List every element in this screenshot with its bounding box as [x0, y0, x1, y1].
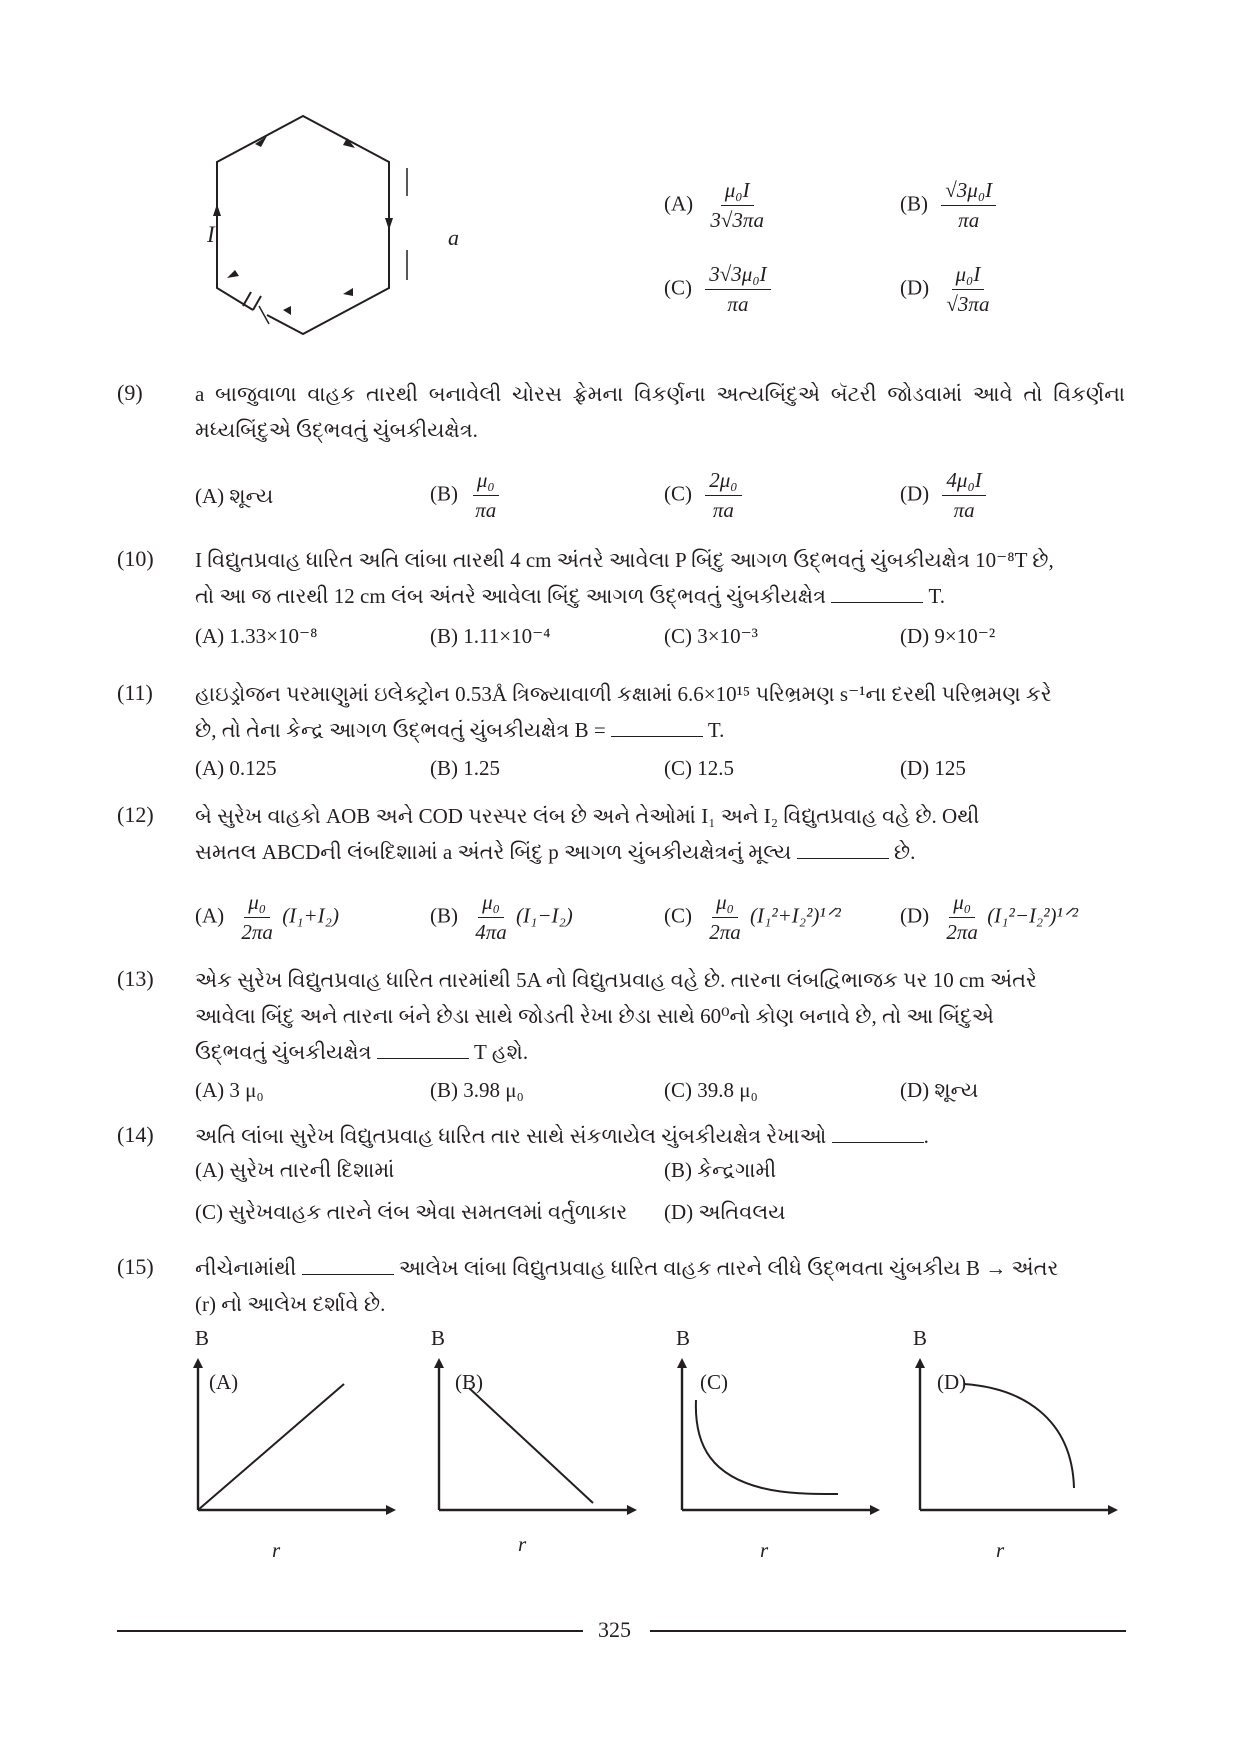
q13-number: (13): [117, 966, 154, 991]
q12-option-b[interactable]: (B) $\frac{\text{μ₀}}{4\pi a}$ (I₁−I₂): [430, 890, 573, 944]
q10-blank[interactable]: [831, 584, 923, 603]
q9-text: a બાજુવાળા વાહક તારથી બનાવેલી ચોરસ ફ્રેમના વિકર્ણના અત્યબિંદુએ બૅટરી જોડવામાં આવે તો વિકર્ણના મધ્યબિંદુએ ઉદ્ભવતું ચુંબકીયક્ષેત્ર.: [195, 382, 1125, 442]
footer-rule-left: [117, 1630, 583, 1632]
q13-option-b[interactable]: (B) 3.98 μ₀: [430, 1078, 524, 1102]
hexagon-current-label: I: [207, 222, 215, 247]
q9-option-d[interactable]: (D) $\frac{\text{4μ₀I}}{\pi a}$: [900, 468, 986, 523]
q10-text: I વિદ્યુતપ્રવાહ ધારિત અતિ લાંબા તારથી 4 cm અંતરે આવેલા P બિંદુ આગળ ઉદ્ભવતું ચુંબકીયક્ષેત્ર 10⁻⁸T છે, તો આ જ તારથી 12 cm લંબ અંતરે આવેલા બિંદુ આગળ ઉદ્ભવતું ચુંબકીયક્ષેત્ર T.: [195, 548, 1054, 608]
q12-blank[interactable]: [797, 840, 889, 859]
q14-option-a[interactable]: (A) સુરેખ તારની દિશામાં: [195, 1158, 395, 1182]
q14-number: (14): [117, 1122, 154, 1147]
q14-option-c[interactable]: (C) સુરેખવાહક તારને લંબ એવા સમતલમાં વર્તુળાકાર: [195, 1200, 628, 1224]
q9-option-b[interactable]: (B) $\frac{\text{μ₀}}{\pi a}$: [430, 468, 500, 523]
q15-blank[interactable]: [302, 1256, 394, 1275]
hexagon-loop-figure: [195, 110, 475, 350]
graph-d-y-label: B: [913, 1326, 928, 1350]
q14-blank[interactable]: [832, 1124, 924, 1143]
q15-text: નીચેનામાંથી આલેખ લાંબા વિદ્યુતપ્રવાહ ધારિત વાહક તારને લીધે ઉદ્ભવતા ચુંબકીય B → અંતર (r) નો આલેખ દર્શાવે છે.: [195, 1256, 1059, 1316]
q10-option-d[interactable]: (D) 9×10⁻²: [900, 624, 996, 648]
q13-text: એક સુરેખ વિદ્યુતપ્રવાહ ધારિત તારમાંથી 5A નો વિદ્યુતપ્રવાહ વહે છે. તારના લંબદ્વિભાજક પર 10 cm અંતરે આવેલા બિંદુ અને તારના બંને છેડા સાથે જોડતી રેખા છેડા સાથે 60⁰નો કોણ બનાવે છે, તો આ બિંદુએ ઉદ્ભવતું ચુંબકીયક્ષેત્ર T હશે.: [195, 968, 1037, 1064]
q11-blank[interactable]: [611, 718, 703, 737]
q11-number: (11): [117, 680, 153, 705]
q8-option-c[interactable]: (C) $\frac{\text{3√3μ₀I}}{\pi a}$: [664, 262, 771, 317]
graph-a-x-label: r: [272, 1538, 281, 1562]
q11-option-d[interactable]: (D) 125: [900, 756, 966, 780]
graph-c-option-label: (C): [700, 1370, 728, 1394]
graph-b-x-label: r: [518, 1532, 527, 1556]
q13-option-d[interactable]: (D) શૂન્ય: [900, 1078, 979, 1102]
q15-number: (15): [117, 1254, 154, 1279]
q12-option-c[interactable]: (C) $\frac{\text{μ₀}}{2\pi a}$ (I₁²+I₂²)¹ᐟ²: [664, 890, 841, 944]
hexagon-side-label: a: [448, 225, 459, 250]
q8-option-d[interactable]: (D) $\frac{\text{μ₀I}}{√3\pi a}$: [900, 262, 990, 316]
q11-option-c[interactable]: (C) 12.5: [664, 756, 734, 780]
graph-d-option-label: (D): [937, 1370, 967, 1394]
q12-number: (12): [117, 802, 154, 827]
graph-a-y-label: B: [195, 1326, 210, 1350]
q10-number: (10): [117, 546, 154, 571]
q14-option-d[interactable]: (D) અતિવલય: [664, 1200, 786, 1224]
q14-text: અતિ લાંબા સુરેખ વિદ્યુતપ્રવાહ ધારિત તાર સાથે સંકળાયેલ ચુંબકીયક્ષેત્ર રેખાઓ .: [195, 1124, 929, 1148]
q12-option-d[interactable]: (D) $\frac{\text{μ₀}}{2\pi a}$ (I₁²−I₂²)¹ᐟ²: [900, 890, 1079, 944]
graph-d-x-label: r: [996, 1538, 1005, 1562]
q13-blank[interactable]: [377, 1040, 469, 1059]
q13-option-c[interactable]: (C) 39.8 μ₀: [664, 1078, 758, 1102]
q12-option-a[interactable]: (A) $\frac{\text{μ₀}}{2\pi a}$ (I₁+I₂): [195, 890, 339, 944]
q8-option-b[interactable]: (B) $\frac{\text{√3μ₀I}}{\pi a}$: [900, 178, 996, 233]
q10-option-a[interactable]: (A) 1.33×10⁻⁸: [195, 624, 318, 648]
q14-option-b[interactable]: (B) કેન્દ્રગામી: [664, 1158, 777, 1182]
graph-c-y-label: B: [676, 1326, 691, 1350]
q13-option-a[interactable]: (A) 3 μ₀: [195, 1078, 264, 1102]
q10-option-b[interactable]: (B) 1.11×10⁻⁴: [430, 624, 551, 648]
footer-rule-right: [650, 1630, 1126, 1632]
q11-option-b[interactable]: (B) 1.25: [430, 756, 500, 780]
q9-option-a[interactable]: (A) શૂન્ય: [195, 484, 274, 508]
q12-text: બે સુરેખ વાહકો AOB અને COD પરસ્પર લંબ છે અને તેઓમાં I₁ અને I₂ વિદ્યુતપ્રવાહ વહે છે. Oથી સમતલ ABCDની લંબદિશામાં a અંતરે બિંદુ p આગળ ચુંબકીયક્ષેત્રનું મૂલ્ય છે.: [195, 804, 980, 864]
graph-a-option-label: (A): [209, 1370, 239, 1394]
q9-option-c[interactable]: (C) $\frac{\text{2μ₀}}{\pi a}$: [664, 468, 742, 523]
page-number: 325: [598, 1617, 631, 1642]
graph-c-x-label: r: [760, 1538, 769, 1562]
q9-number: (9): [117, 380, 143, 405]
q11-text: હાઇડ્રોજન પરમાણુમાં ઇલેક્ટ્રોન 0.53Å ત્રિજ્યાવાળી કક્ષામાં 6.6×10¹⁵ પરિભ્રમણ s⁻¹ના દરથી પરિભ્રમણ કરે છે, તો તેના કેન્દ્ર આગળ ઉદ્ભવતું ચુંબકીયક્ષેત્ર B = T.: [195, 682, 1052, 742]
q11-option-a[interactable]: (A) 0.125: [195, 756, 277, 780]
q8-option-a[interactable]: (A) $\frac{\text{μ₀I}}{3√3\pi a}$: [664, 178, 764, 232]
graph-b-option-label: (B): [455, 1370, 483, 1394]
q10-option-c[interactable]: (C) 3×10⁻³: [664, 624, 758, 648]
graph-b-y-label: B: [431, 1326, 446, 1350]
